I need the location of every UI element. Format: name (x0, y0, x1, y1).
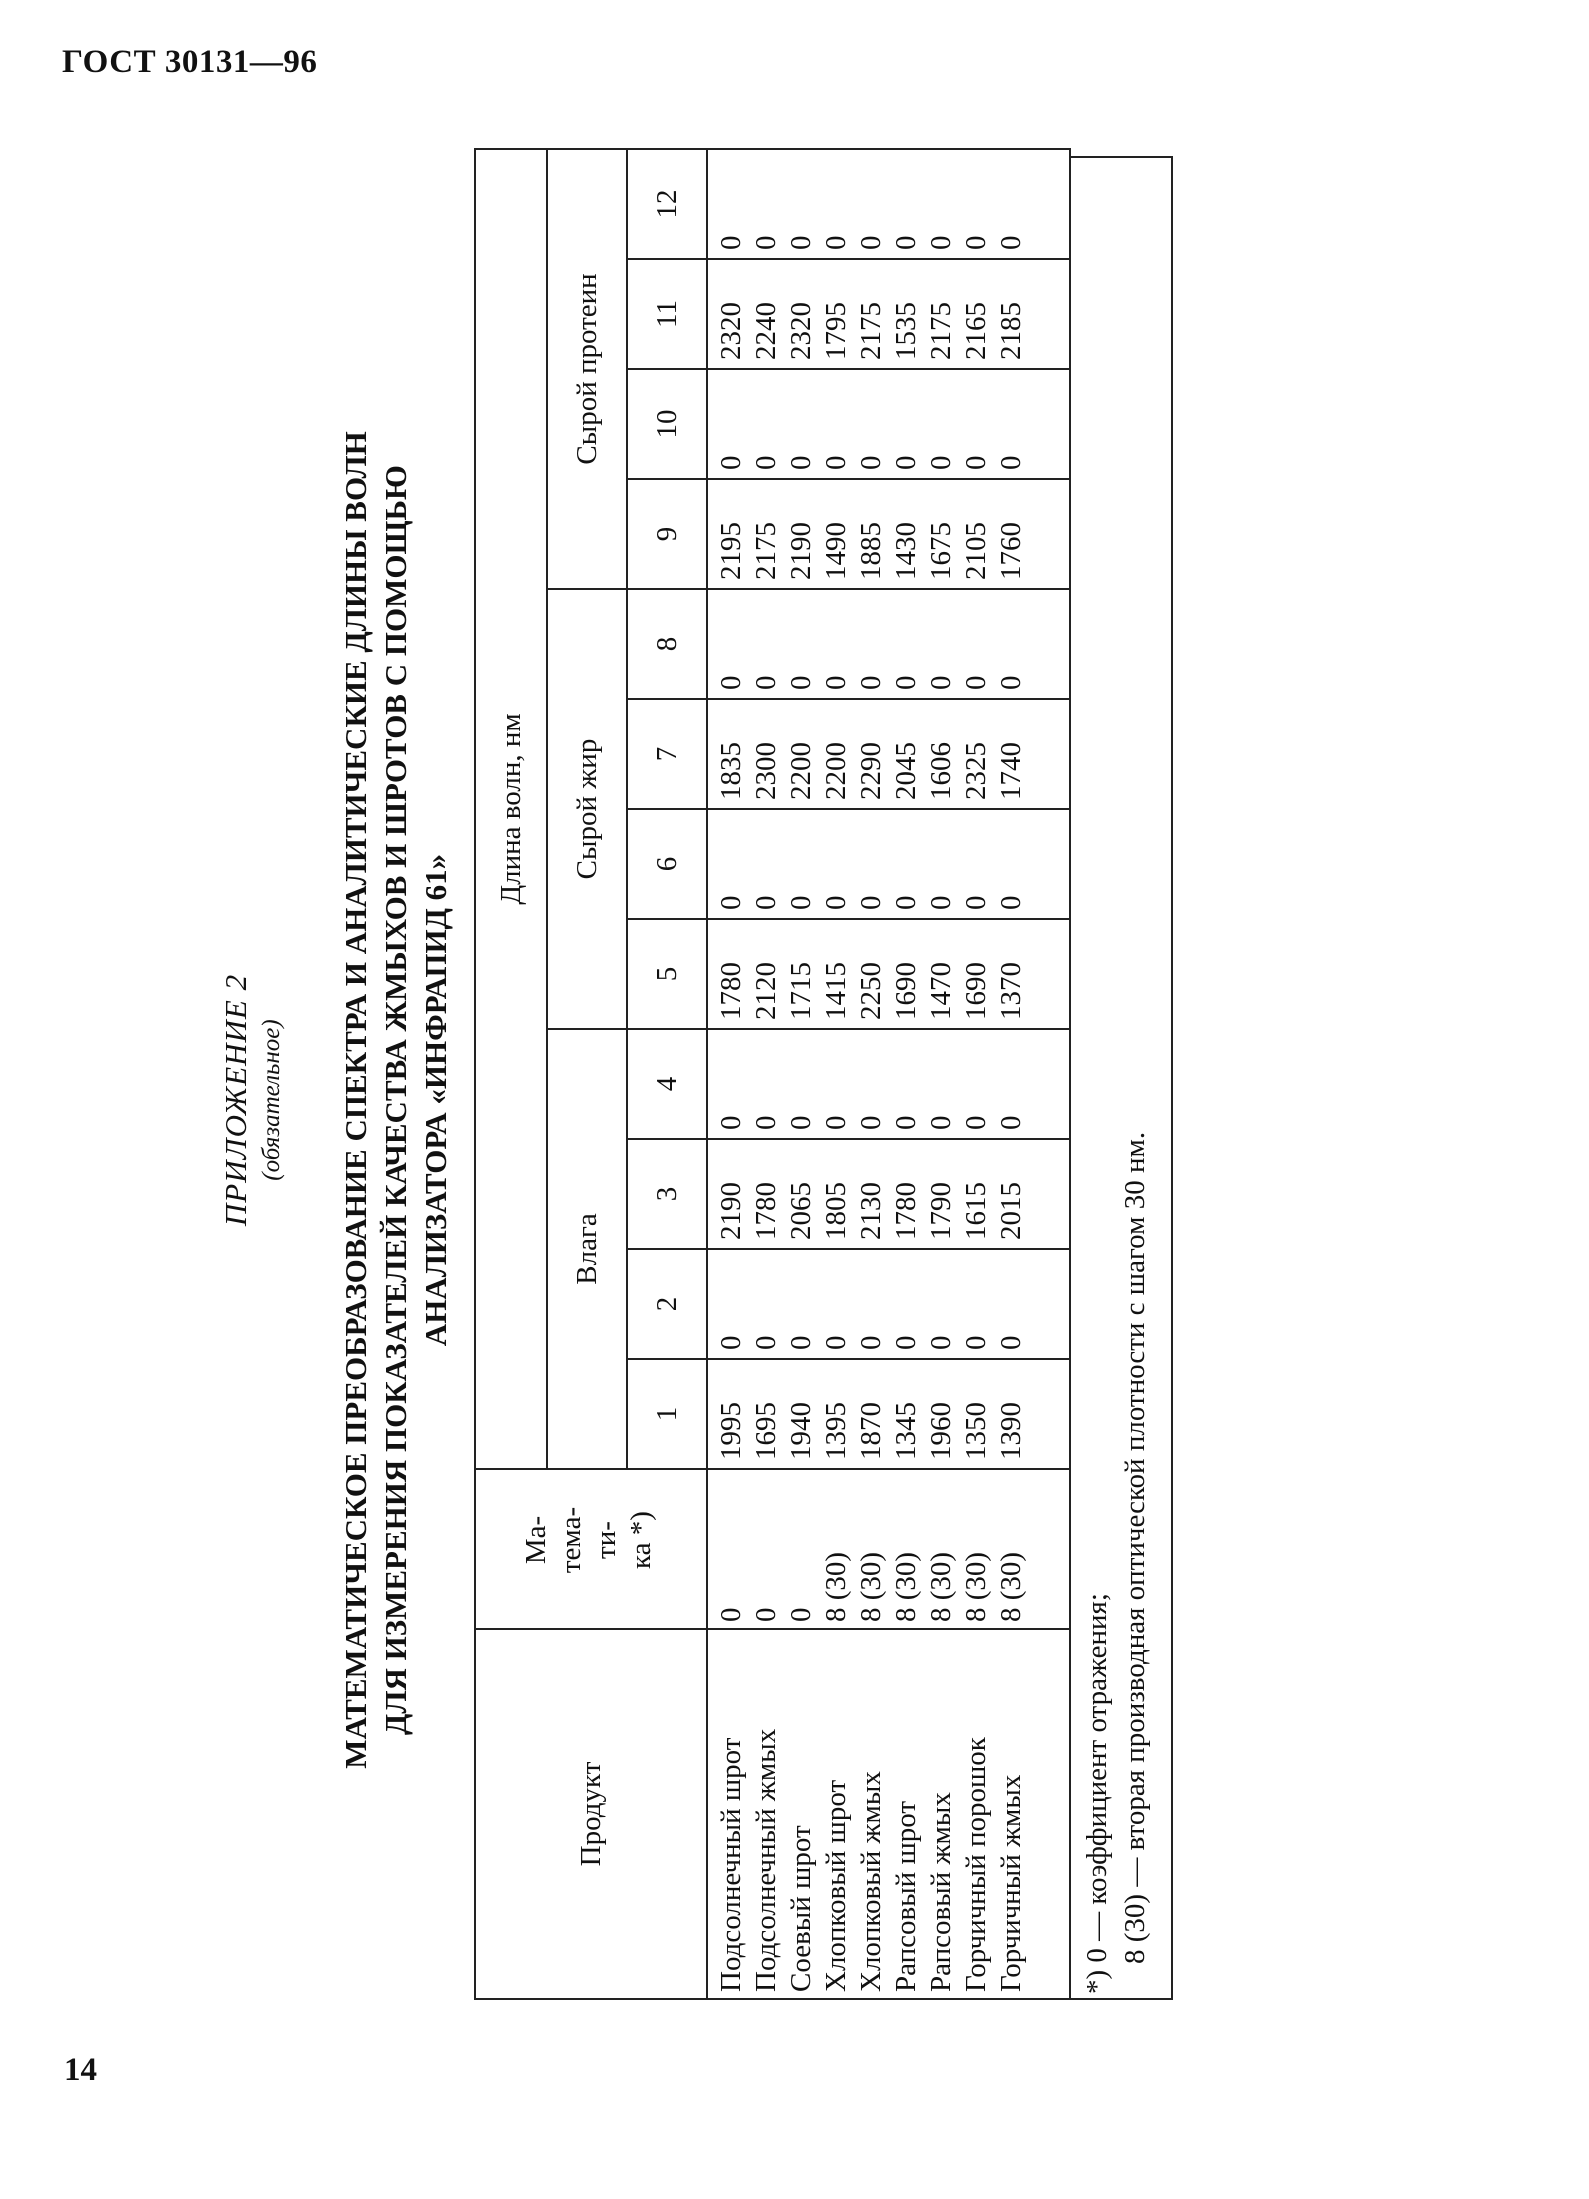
table-cell: 8 (30) (995, 1551, 1027, 1622)
table-cell: 2065 (785, 1182, 817, 1240)
table-cell: 0 (750, 455, 782, 470)
header-column-number: 11 (627, 259, 707, 369)
table-cell: 1615 (960, 1182, 992, 1240)
table-cell: 0 (995, 455, 1027, 470)
table-cell: 0 (820, 235, 852, 250)
table-cell: 1835 (715, 742, 747, 800)
table-cell: 1795 (820, 302, 852, 360)
table-cell: 2175 (750, 522, 782, 580)
table-cell: Рапсовый шрот (890, 1800, 922, 1992)
table-cell: 1535 (890, 302, 922, 360)
table-cell: 1780 (715, 962, 747, 1020)
table-cell: 0 (960, 235, 992, 250)
header-math-line: тема- (555, 1506, 587, 1574)
table-cell: Хлопковый жмых (855, 1771, 887, 1992)
wavelength-column (707, 479, 1070, 589)
footnote-2: 8 (30) — вторая производная оптической плотности с шагом 30 нм. (1119, 1131, 1151, 1964)
table-cell: 0 (750, 235, 782, 250)
table-cell: 2325 (960, 742, 992, 800)
table-cell: 1690 (960, 962, 992, 1020)
table-cell: 0 (890, 455, 922, 470)
table-cell: 0 (820, 895, 852, 910)
table-cell: 1430 (890, 522, 922, 580)
table-cell: 1695 (750, 1402, 782, 1460)
title-line-2: ДЛЯ ИЗМЕРЕНИЯ ПОКАЗАТЕЛЕЙ КАЧЕСТВА ЖМЫХОВ И ШРОТОВ С ПОМОЩЬЮ (378, 465, 413, 1735)
table-cell: Хлопковый шрот (820, 1779, 852, 1992)
header-math (475, 1469, 707, 1629)
table-cell: Соевый шрот (785, 1825, 817, 1992)
table-cell: 0 (855, 675, 887, 690)
table-cell: 1606 (925, 742, 957, 800)
table-cell: 0 (750, 1335, 782, 1350)
header-math-line: Ма- (520, 1515, 552, 1565)
table-cell: 1690 (890, 962, 922, 1020)
table-cell: 0 (925, 1335, 957, 1350)
wavelength-column (707, 1249, 1070, 1359)
table-cell: 0 (715, 895, 747, 910)
table-cell: 0 (855, 235, 887, 250)
header-column-number: 8 (627, 589, 707, 699)
table-cell: 2120 (750, 962, 782, 1020)
table-cell: 2175 (855, 302, 887, 360)
table-cell: 0 (785, 895, 817, 910)
table-cell: 2015 (995, 1182, 1027, 1240)
table-cell: 0 (960, 895, 992, 910)
table-cell: 0 (925, 235, 957, 250)
table-cell: 0 (715, 1607, 747, 1622)
table-cell: 0 (750, 675, 782, 690)
table-cell: 0 (750, 895, 782, 910)
table-cell: 0 (960, 1335, 992, 1350)
footnote-1: *) 0 — коэффициент отражения; (1081, 1593, 1113, 1994)
table-cell: 1790 (925, 1182, 957, 1240)
table-cell: 2045 (890, 742, 922, 800)
table-cell: 0 (785, 455, 817, 470)
table-cell: 1395 (820, 1402, 852, 1460)
table-cell: 0 (995, 235, 1027, 250)
table-cell: 0 (890, 895, 922, 910)
header-group-fat: Сырой жир (547, 589, 627, 1029)
table-cell: 2320 (785, 302, 817, 360)
math-column (707, 1469, 1070, 1629)
footnotes (1071, 156, 1173, 2000)
table-cell: 1490 (820, 522, 852, 580)
table-cell: 1760 (995, 522, 1027, 580)
wavelength-column (707, 1359, 1070, 1469)
table-cell: 1350 (960, 1402, 992, 1460)
table-cell: 2320 (715, 302, 747, 360)
table-cell: 2240 (750, 302, 782, 360)
appendix-note: (обязательное) (258, 1019, 285, 1181)
header-column-number: 1 (627, 1359, 707, 1469)
table-cell: 0 (785, 1335, 817, 1350)
table-cell: 0 (785, 1607, 817, 1622)
header-column-number: 7 (627, 699, 707, 809)
table-cell: 0 (960, 455, 992, 470)
table-cell: 2185 (995, 302, 1027, 360)
table-cell: 2190 (715, 1182, 747, 1240)
table-cell: 0 (855, 455, 887, 470)
table-cell: 0 (715, 455, 747, 470)
header-group-protein: Сырой протеин (547, 149, 627, 589)
table-cell: 0 (715, 675, 747, 690)
table-cell: 0 (750, 1607, 782, 1622)
table-cell: 1870 (855, 1402, 887, 1460)
table-cell: 0 (715, 1115, 747, 1130)
wavelength-column (707, 259, 1070, 369)
table-cell: 0 (785, 1115, 817, 1130)
table-cell: Подсолнечный жмых (750, 1728, 782, 1992)
header-math-line: ти- (590, 1521, 622, 1559)
table-cell: 1370 (995, 962, 1027, 1020)
table-cell: 2190 (785, 522, 817, 580)
title-line-3: АНАЛИЗАТОРА «ИНФРАПИД 61» (418, 853, 453, 1347)
table-cell: 0 (890, 675, 922, 690)
table-cell: 1940 (785, 1402, 817, 1460)
table-cell: 2130 (855, 1182, 887, 1240)
table-cell: 0 (715, 235, 747, 250)
table-cell: 0 (785, 235, 817, 250)
header-column-number: 2 (627, 1249, 707, 1359)
header-column-number: 4 (627, 1029, 707, 1139)
table-cell: 0 (995, 675, 1027, 690)
table-cell: 0 (995, 895, 1027, 910)
rotated-content (218, 160, 1178, 2040)
table-cell: 1715 (785, 962, 817, 1020)
table-cell: 1960 (925, 1402, 957, 1460)
table-cell: 0 (890, 235, 922, 250)
table-cell: 0 (960, 1115, 992, 1130)
table-cell: 0 (890, 1335, 922, 1350)
table-cell: 0 (750, 1115, 782, 1130)
table-cell: 0 (855, 1335, 887, 1350)
appendix-label: ПРИЛОЖЕНИЕ 2 (218, 973, 253, 1227)
table-cell: 2195 (715, 522, 747, 580)
document-code: ГОСТ 30131—96 (62, 44, 318, 80)
table-cell: 8 (30) (855, 1551, 887, 1622)
table-cell: 1740 (995, 742, 1027, 800)
table-cell: 1780 (750, 1182, 782, 1240)
wavelength-column (707, 149, 1070, 259)
table-cell: 1675 (925, 522, 957, 580)
header-column-number: 12 (627, 149, 707, 259)
table-cell: 0 (925, 1115, 957, 1130)
table-cell: 0 (855, 895, 887, 910)
table-cell: 1805 (820, 1182, 852, 1240)
wavelength-column (707, 1139, 1070, 1249)
header-wavelength: Длина волн, нм (475, 149, 547, 1469)
table-cell: 0 (995, 1335, 1027, 1350)
wavelength-column (707, 589, 1070, 699)
wavelength-column (707, 919, 1070, 1029)
table-cell: 0 (715, 1335, 747, 1350)
header-group-moisture: Влага (547, 1029, 627, 1469)
table-cell: Горчичный порошок (960, 1737, 992, 1992)
table-cell: 1995 (715, 1402, 747, 1460)
table-cell: 0 (820, 1115, 852, 1130)
wavelength-column (707, 1029, 1070, 1139)
header-column-number: 6 (627, 809, 707, 919)
table-cell: 1415 (820, 962, 852, 1020)
wavelength-column (707, 809, 1070, 919)
table-cell: 1345 (890, 1402, 922, 1460)
table-cell: 2290 (855, 742, 887, 800)
table-cell: 2200 (820, 742, 852, 800)
table-cell: 0 (820, 455, 852, 470)
table-cell: 0 (960, 675, 992, 690)
table-cell: 8 (30) (925, 1551, 957, 1622)
table-cell: 0 (995, 1115, 1027, 1130)
table-cell: 2105 (960, 522, 992, 580)
table-cell: 0 (925, 675, 957, 690)
table-cell: Подсолнечный шрот (715, 1737, 747, 1992)
table-cell: 8 (30) (960, 1551, 992, 1622)
header-column-number: 3 (627, 1139, 707, 1249)
table-cell: 0 (820, 1335, 852, 1350)
header-column-number: 9 (627, 479, 707, 589)
product-column (707, 1629, 1070, 1999)
table-cell: 1780 (890, 1182, 922, 1240)
table-title (336, 160, 456, 2040)
table-cell: 1390 (995, 1402, 1027, 1460)
table-cell: 0 (925, 895, 957, 910)
table-cell: 2165 (960, 302, 992, 360)
wavelength-column (707, 369, 1070, 479)
table-cell: 0 (785, 675, 817, 690)
table-cell: 0 (820, 675, 852, 690)
wavelength-column (707, 699, 1070, 809)
table-cell: 2300 (750, 742, 782, 800)
table-cell: 0 (890, 1115, 922, 1130)
wavelength-table (474, 148, 1071, 2000)
table-cell: 8 (30) (820, 1551, 852, 1622)
page-number: 14 (64, 2052, 97, 2088)
table-cell: Горчичный жмых (995, 1774, 1027, 1992)
table-cell: 1470 (925, 962, 957, 1020)
table-cell: 2200 (785, 742, 817, 800)
table-cell: 0 (855, 1115, 887, 1130)
table-cell: 2175 (925, 302, 957, 360)
header-column-number: 10 (627, 369, 707, 479)
table-cell: 1885 (855, 522, 887, 580)
header-column-number: 5 (627, 919, 707, 1029)
header-math-line: ка *) (625, 1511, 657, 1569)
table-cell: 2250 (855, 962, 887, 1020)
table-cell: Рапсовый жмых (925, 1792, 957, 1992)
title-line-1: МАТЕМАТИЧЕСКОЕ ПРЕОБРАЗОВАНИЕ СПЕКТРА И АНАЛИТИЧЕСКИЕ ДЛИНЫ ВОЛН (338, 431, 373, 1769)
table-cell: 0 (925, 455, 957, 470)
header-product: Продукт (475, 1629, 707, 1999)
table-cell: 8 (30) (890, 1551, 922, 1622)
